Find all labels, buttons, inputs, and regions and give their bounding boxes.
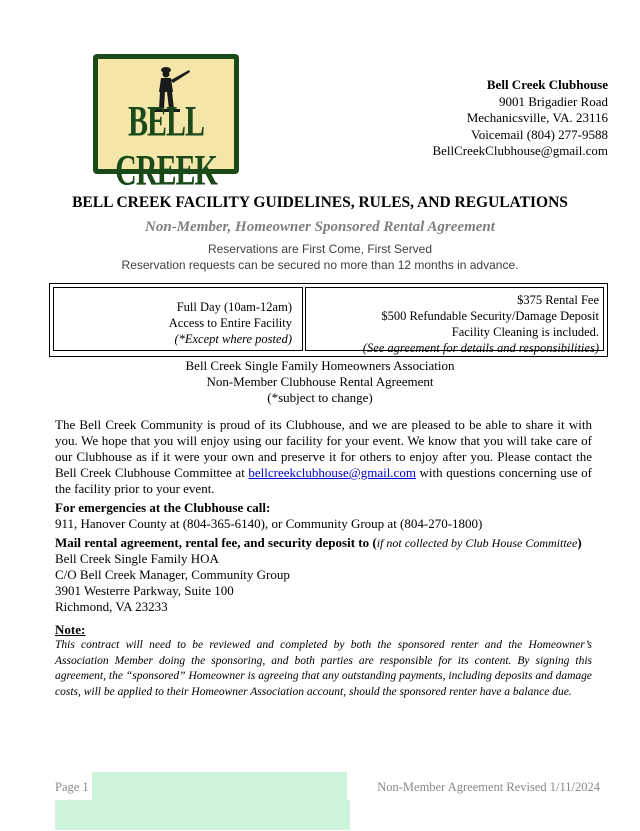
rental-exception: (*Except where posted) bbox=[174, 332, 292, 346]
subject-to-change: (*subject to change) bbox=[267, 390, 373, 405]
mail-heading-end: ) bbox=[577, 535, 582, 550]
reservation-info bbox=[0, 241, 640, 273]
clubhouse-name: Bell Creek Clubhouse bbox=[486, 77, 608, 92]
footer-highlight-top bbox=[92, 772, 347, 800]
rental-access-cell bbox=[53, 287, 303, 351]
intro-text-start: The Bell Creek Community is proud of its Clubhouse, and we are pleased to be able to share it with you. We hope that you will enjoy using our facility for your event. We know that you will take care of our Clubhouse as if it were your own and preserve it for others to enjoy after you. Please contact the Bell Creek Clubhouse Committee at bbox=[55, 417, 592, 480]
rental-terms-box bbox=[49, 283, 608, 357]
note-text: This contract will need to be reviewed and completed by both the sponsored renter and the Homeowner’s Association Member doing the sponsoring, and both parties are responsible for its content. By signing this agreement, the “sponsored” Homeowner is agreeing that any outstanding payments, including deposits and damage costs, will be applied to their Homeowner Association account, should the sponsored renter have a balance due. bbox=[55, 639, 592, 698]
rental-deposit: $500 Refundable Security/Damage Deposit bbox=[381, 309, 599, 323]
revision-date: Non-Member Agreement Revised 1/11/2024 bbox=[377, 780, 600, 794]
emergency-block bbox=[55, 500, 482, 532]
mail-heading-start: Mail rental agreement, rental fee, and security deposit to ( bbox=[55, 535, 377, 550]
address-email: BellCreekClubhouse@gmail.com bbox=[432, 143, 608, 158]
mail-heading bbox=[55, 535, 582, 551]
rental-hours: Full Day (10am-12am) bbox=[176, 300, 292, 314]
mail-line-1: Bell Creek Single Family HOA bbox=[55, 551, 219, 566]
clubhouse-address bbox=[432, 77, 608, 160]
association-block bbox=[0, 358, 640, 406]
page-title: BELL CREEK FACILITY GUIDELINES, RULES, AND REGULATIONS bbox=[72, 194, 568, 211]
address-phone: Voicemail (804) 277-9588 bbox=[471, 126, 608, 142]
mail-heading-italic: if not collected by Club House Committee bbox=[376, 536, 578, 550]
footer-highlight-bottom bbox=[55, 800, 350, 830]
clubhouse-email-link[interactable]: bellcreekclubhouse@gmail.com bbox=[248, 465, 416, 480]
mail-line-3: 3901 Westerre Parkway, Suite 100 bbox=[55, 583, 234, 598]
agreement-name: Non-Member Clubhouse Rental Agreement bbox=[206, 374, 434, 389]
association-name: Bell Creek Single Family Homeowners Association bbox=[185, 358, 455, 373]
page-subtitle: Non-Member, Homeowner Sponsored Rental Agreement bbox=[145, 219, 495, 235]
mail-line-4: Richmond, VA 23233 bbox=[55, 599, 168, 614]
rental-details-note: (See agreement for details and responsibilities) bbox=[362, 341, 599, 355]
rental-fee-cell bbox=[305, 287, 604, 355]
page-number: Page 1 bbox=[55, 780, 89, 794]
bell-creek-logo bbox=[93, 54, 239, 195]
reservation-line-1: Reservations are First Come, First Served bbox=[207, 242, 433, 256]
emergency-numbers: 911, Hanover County at (804-365-6140), or Community Group at (804-270-1800) bbox=[55, 516, 483, 531]
rental-access: Access to Entire Facility bbox=[168, 316, 292, 330]
rental-cleaning: Facility Cleaning is included. bbox=[451, 325, 599, 339]
address-city: Mechanicsville, VA. 23116 bbox=[466, 110, 608, 125]
logo-text: BELL CREEK bbox=[115, 97, 217, 195]
address-street: 9001 Brigadier Road bbox=[498, 93, 608, 109]
reservation-line-2: Reservation requests can be secured no more than 12 months in advance. bbox=[121, 258, 519, 272]
mail-block bbox=[55, 535, 582, 615]
intro-paragraph bbox=[55, 417, 592, 497]
mail-line-2: C/O Bell Creek Manager, Community Group bbox=[55, 567, 290, 582]
rental-fee: $375 Rental Fee bbox=[517, 293, 599, 307]
emergency-heading: For emergencies at the Clubhouse call: bbox=[55, 500, 271, 515]
intro-text-end: with questions concerning use of the facility prior to your event. bbox=[55, 465, 593, 496]
note-heading: Note: bbox=[55, 622, 86, 637]
